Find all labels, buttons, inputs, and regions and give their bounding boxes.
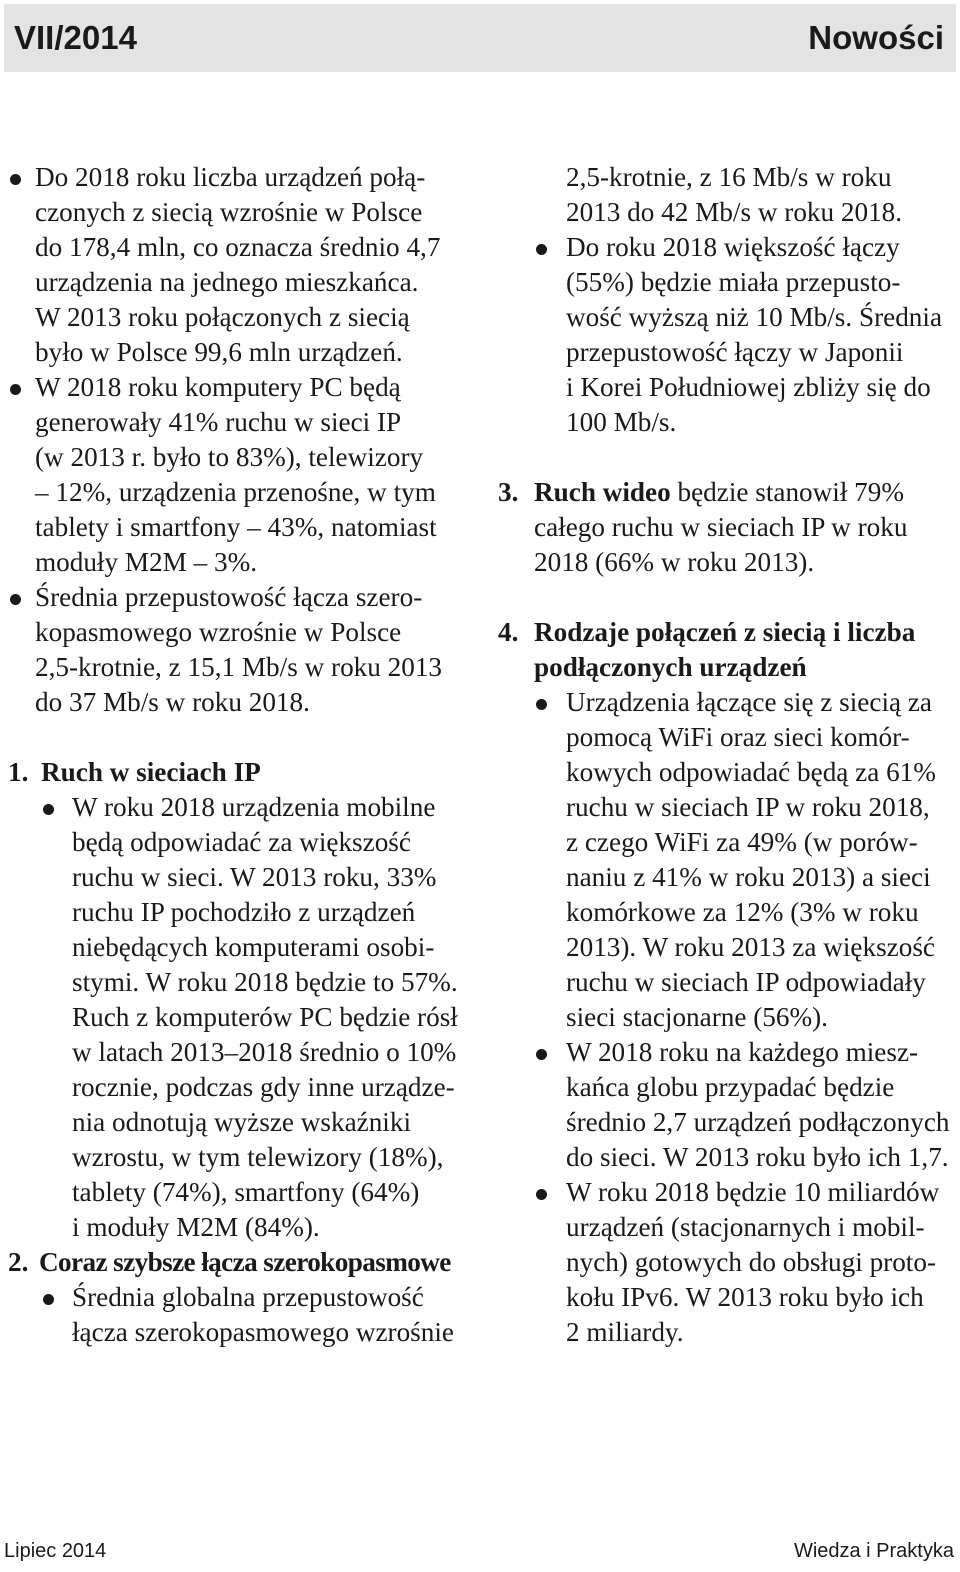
text-line: kopasmowego wzrośnie w Polsce bbox=[35, 617, 402, 647]
section-4-title-line-2: podłączonych urządzeń bbox=[534, 652, 807, 682]
left-column bbox=[0, 160, 470, 1350]
text-line: tablety (74%), smartfony (64%) bbox=[72, 1177, 420, 1207]
text-line: rocznie, podczas gdy inne urządze- bbox=[72, 1072, 455, 1102]
text-line: sieci stacjonarne (56%). bbox=[566, 1002, 828, 1032]
text-line: przepustowość łączy w Japonii bbox=[566, 337, 904, 367]
text-line: z czego WiFi za 49% (w porów- bbox=[566, 827, 918, 857]
text-line: 2,5-krotnie, z 16 Mb/s w roku bbox=[566, 162, 892, 192]
bullet-item bbox=[496, 230, 960, 440]
text-line: komórkowe za 12% (3% w roku bbox=[566, 897, 919, 927]
bullet-item bbox=[496, 685, 960, 1035]
section-3-heading bbox=[496, 475, 960, 510]
text-line: wzrostu, w tym telewizory (18%), bbox=[72, 1142, 444, 1172]
continued-paragraph bbox=[496, 160, 960, 230]
text-line: tablety i smartfony – 43%, natomiast bbox=[35, 512, 437, 542]
text-line: całego ruchu w sieciach IP w roku bbox=[534, 512, 908, 542]
bullet-icon bbox=[536, 1049, 547, 1060]
text-line: W 2018 roku na każdego miesz- bbox=[566, 1037, 919, 1067]
text-line: 2013 do 42 Mb/s w roku 2018. bbox=[566, 197, 903, 227]
text-line: łącza szerokopasmowego wzrośnie bbox=[72, 1317, 454, 1347]
text-line: naniu z 41% w roku 2013) a sieci bbox=[566, 862, 931, 892]
text-line: wość wyższą niż 10 Mb/s. Średnia bbox=[566, 302, 943, 332]
bullet-item bbox=[0, 580, 470, 720]
text-line: pomocą WiFi oraz sieci komór- bbox=[566, 722, 910, 752]
right-column bbox=[496, 160, 960, 1350]
text-line: generowały 41% ruchu w sieci IP bbox=[35, 407, 402, 437]
text-line: było w Polsce 99,6 mln urządzeń. bbox=[35, 337, 403, 367]
issue-label: VII/2014 bbox=[14, 19, 137, 56]
text-line: do 178,4 mln, co oznacza średnio 4,7 bbox=[35, 232, 441, 262]
bullet-item bbox=[496, 1035, 960, 1175]
text-line: Do 2018 roku liczba urządzeń połą- bbox=[35, 162, 426, 192]
right-bullets bbox=[496, 230, 960, 440]
section-3-text bbox=[496, 510, 960, 580]
section-label: Nowości bbox=[808, 19, 944, 56]
text-line: ruchu IP pochodziło z urządzeń bbox=[72, 897, 416, 927]
bullet-item bbox=[0, 790, 470, 1245]
section-4-title-line-1: Rodzaje połączeń z siecią i liczba bbox=[534, 617, 916, 647]
text-line: W roku 2018 będzie 10 miliardów bbox=[566, 1177, 940, 1207]
text-line: do sieci. W 2013 roku było ich 1,7. bbox=[566, 1142, 949, 1172]
text-line: w latach 2013–2018 średnio o 10% bbox=[72, 1037, 457, 1067]
text-line: kołu IPv6. W 2013 roku było ich bbox=[566, 1282, 924, 1312]
text-line: 2013). W roku 2013 za większość bbox=[566, 932, 935, 962]
text-line: 2018 (66% w roku 2013). bbox=[534, 547, 815, 577]
text-line: W 2018 roku komputery PC będą bbox=[35, 372, 401, 402]
page-header bbox=[4, 4, 956, 72]
text-line: Średnia przepustowość łącza szero- bbox=[35, 582, 423, 612]
text-line: urządzenia na jednego mieszkańca. bbox=[35, 267, 419, 297]
section-1-title: Ruch w sieciach IP bbox=[41, 757, 261, 787]
text-line: (55%) będzie miała przepusto- bbox=[566, 267, 901, 297]
section-1-bullets bbox=[0, 790, 470, 1245]
section-2-title: Coraz szybsze łącza szerokopasmowe bbox=[39, 1247, 451, 1277]
bullet-icon bbox=[10, 594, 21, 605]
text-line: stymi. W roku 2018 będzie to 57%. bbox=[72, 967, 458, 997]
text-line: kowych odpowiadać będą za 61% bbox=[566, 757, 936, 787]
bullet-icon bbox=[10, 384, 21, 395]
bullet-icon bbox=[536, 244, 547, 255]
bullet-icon bbox=[536, 699, 547, 710]
footer-date: Lipiec 2014 bbox=[4, 1540, 107, 1562]
text-line: nych) gotowych do obsługi proto- bbox=[566, 1247, 937, 1277]
bullet-icon bbox=[536, 1189, 547, 1200]
text-line: (w 2013 r. było to 83%), telewizory bbox=[35, 442, 424, 472]
text-line: czonych z siecią wzrośnie w Polsce bbox=[35, 197, 423, 227]
text-line: urządzeń (stacjonarnych i mobil- bbox=[566, 1212, 925, 1242]
text-line: i moduły M2M (84%). bbox=[72, 1212, 320, 1242]
section-2-heading bbox=[0, 1245, 470, 1280]
text-line: W 2013 roku połączonych z siecią bbox=[35, 302, 410, 332]
bullet-icon bbox=[43, 804, 54, 815]
section-4-number: 4. bbox=[498, 617, 519, 647]
text-line: niebędących komputerami osobi- bbox=[72, 932, 435, 962]
section-4-heading bbox=[496, 615, 960, 650]
section-3-first-line-text: będzie stanowił 79% bbox=[670, 477, 905, 507]
section-3-number: 3. bbox=[498, 477, 519, 507]
text-line: kańca globu przypadać będzie bbox=[566, 1072, 895, 1102]
text-line: do 37 Mb/s w roku 2018. bbox=[35, 687, 310, 717]
text-line: 2,5-krotnie, z 15,1 Mb/s w roku 2013 bbox=[35, 652, 443, 682]
footer-publication: Wiedza i Praktyka bbox=[793, 1540, 954, 1562]
section-1-heading bbox=[0, 755, 470, 790]
section-1-number: 1. bbox=[8, 757, 29, 787]
bullet-item bbox=[0, 370, 470, 580]
bullet-item bbox=[496, 1175, 960, 1350]
text-line: i Korei Południowej zbliży się do bbox=[566, 372, 931, 402]
text-line: ruchu w sieci. W 2013 roku, 33% bbox=[72, 862, 437, 892]
section-4-bullets bbox=[496, 685, 960, 1350]
text-line: Ruch z komputerów PC będzie rósł bbox=[72, 1002, 458, 1032]
bullet-item bbox=[0, 160, 470, 370]
text-line: 100 Mb/s. bbox=[566, 407, 677, 437]
bullet-item bbox=[0, 1280, 470, 1350]
text-line: Urządzenia łączące się z siecią za bbox=[566, 687, 932, 717]
text-line: – 12%, urządzenia przenośne, w tym bbox=[35, 477, 436, 507]
text-line: Średnia globalna przepustowość bbox=[72, 1282, 424, 1312]
text-line: średnio 2,7 urządzeń podłączonych bbox=[566, 1107, 950, 1137]
text-line: Do roku 2018 większość łączy bbox=[566, 232, 900, 262]
section-3-first-line bbox=[534, 475, 904, 510]
section-3-title: Ruch wideo bbox=[534, 477, 671, 507]
bullet-icon bbox=[43, 1294, 54, 1305]
section-4-heading-line-2 bbox=[496, 650, 960, 685]
bullet-icon bbox=[10, 174, 21, 185]
section-2-number: 2. bbox=[8, 1247, 29, 1277]
text-line: 2 miliardy. bbox=[566, 1317, 684, 1347]
intro-bullets bbox=[0, 160, 470, 720]
section-2-bullets bbox=[0, 1280, 470, 1350]
text-line: ruchu w sieciach IP odpowiadały bbox=[566, 967, 926, 997]
text-line: nia odnotują wyższe wskaźniki bbox=[72, 1107, 411, 1137]
text-line: W roku 2018 urządzenia mobilne bbox=[72, 792, 436, 822]
text-line: będą odpowiadać za większość bbox=[72, 827, 411, 857]
text-line: ruchu w sieciach IP w roku 2018, bbox=[566, 792, 930, 822]
text-line: moduły M2M – 3%. bbox=[35, 547, 258, 577]
